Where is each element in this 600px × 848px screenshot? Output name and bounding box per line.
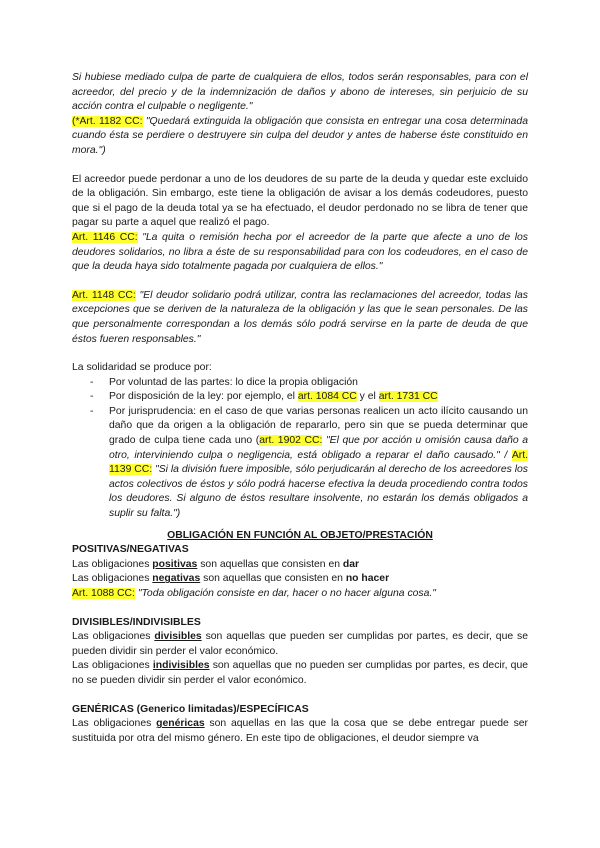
heading-positivas-negativas: POSITIVAS/NEGATIVAS bbox=[72, 544, 189, 556]
paragraph-culpa: Si hubiese mediado culpa de parte de cualquiera de ellos, todos serán responsables, para con el acreedor, del precio y de la indemnización de daños y abono de intereses, sin perjuicio de su acción contra el culpable o negligente." bbox=[72, 72, 528, 113]
term-positivas: positivas bbox=[152, 558, 198, 570]
term-negativas: negativas bbox=[152, 573, 201, 585]
heading-divisibles-indivisibles: DIVISIBLES/INDIVISIBLES bbox=[72, 616, 201, 628]
solidaridad-list bbox=[72, 376, 528, 522]
solidaridad-intro: La solidaridad se produce por: bbox=[72, 362, 212, 374]
article-1182-quote: "Quedará extinguida la obligación que consista en entregar una cosa determinada cuando ésta se perdiere o destruyere sin culpa del deudor y antes de haberse éste constituido en mora.") bbox=[72, 115, 528, 156]
article-1088-citation bbox=[72, 587, 528, 602]
list-item bbox=[72, 405, 528, 522]
article-1182-citation bbox=[72, 115, 528, 159]
document-body bbox=[72, 71, 528, 746]
article-1084-label: art. 1084 CC bbox=[297, 391, 357, 403]
paragraph-perdon: El acreedor puede perdonar a uno de los deudores de su parte de la deuda y quedar este excluido de la obligación. Sin embargo, este tiene la obligación de avisar a los demás codeudores, puesto que si el pago de la deuda total ya se ha efectuado, el deudor perdonado no se libra de tener que pagar su parte a aquel que realizó el pago. bbox=[72, 173, 528, 229]
article-1902-quote: "El que por acción u omisión causa daño a otro, interviniendo culpa o negligencia, está obligado a reparar el daño causado." bbox=[109, 435, 528, 461]
article-1182-label: (*Art. 1182 CC: bbox=[72, 115, 143, 127]
list-item bbox=[72, 376, 528, 391]
article-1148-label: Art. 1148 CC: bbox=[72, 289, 136, 301]
positivas-line: Las obligaciones positivas son aquellas que consisten en dar bbox=[72, 558, 360, 570]
negativas-line: Las obligaciones negativas son aquellas que consisten en no hacer bbox=[72, 573, 390, 585]
article-1146-citation bbox=[72, 231, 528, 275]
article-1088-quote: "Toda obligación consiste en dar, hacer o no hacer alguna cosa." bbox=[134, 588, 436, 599]
article-1139-label: Art. 1139 CC: bbox=[109, 449, 528, 476]
term-indivisibles: indivisibles bbox=[152, 660, 210, 672]
divisibles-paragraph: Las obligaciones divisibles son aquellas que pueden ser cumplidas por partes, es decir, que se pueden dividir sin perder el valor económico. bbox=[72, 631, 528, 657]
value-dar: dar bbox=[342, 558, 360, 570]
article-1902-label: art. 1902 CC: bbox=[259, 435, 323, 447]
section-title: OBLIGACIÓN EN FUNCIÓN AL OBJETO/PRESTACIÓN bbox=[167, 529, 433, 541]
list-item-text: Por disposición de la ley: por ejemplo, el bbox=[109, 391, 298, 403]
indivisibles-paragraph: Las obligaciones indivisibles son aquellas que no pueden ser cumplidas por partes, es decir, que no se pueden dividir sin perder el valor económico. bbox=[72, 660, 529, 686]
list-item-text: Por jurisprudencia: en el caso de que varias personas realicen un acto ilícito causando un daño que da origen a la obligación de repararlo, pero sin que se pueda determinar que grado de culpa tiene cada uno ( bbox=[109, 405, 528, 447]
list-item-text: Por voluntad de las partes: lo dice la propia obligación bbox=[109, 376, 358, 388]
article-1146-label: Art. 1146 CC: bbox=[72, 231, 138, 243]
term-genericas: genéricas bbox=[156, 718, 205, 730]
article-1139-quote: "Si la división fuere imposible, sólo perjudicarán al derecho de los acreedores los actos colectivos de éstos y sólo podrá hacerse efectiva la deuda procediendo contra todos los deudores. Si alguno de éstos resultare insolvente, no estarán los demás obligados a suplir su falta.") bbox=[109, 464, 528, 520]
article-1148-citation bbox=[72, 289, 528, 347]
list-item bbox=[72, 390, 528, 405]
article-1146-quote: "La quita o remisión hecha por el acreedor de la parte que afecte a uno de los deudores solidarios, no libra a éste de su responsabilidad para con los codeudores, en el caso de que la deuda haya sido totalmente pagada por cualquiera de ellos." bbox=[72, 231, 528, 273]
article-1731-label: art. 1731 CC bbox=[378, 391, 438, 403]
genericas-paragraph: Las obligaciones genéricas son aquellas en las que la cosa que se debe entregar puede ser sustituida por otra del mismo género. En este tipo de obligaciones, el deudor siempre va bbox=[72, 718, 529, 744]
article-1148-quote: "El deudor solidario podrá utilizar, contra las reclamaciones del acreedor, todas las excepciones que se deriven de la naturaleza de la obligación y las que le sean personales. De las que personalmente correspondan a los demás sólo podrá servirse en la parte de deuda de que éstos fueren responsables." bbox=[72, 289, 528, 345]
list-item-text: y el bbox=[356, 391, 379, 403]
term-divisibles: divisibles bbox=[154, 631, 202, 643]
article-1088-label: Art. 1088 CC: bbox=[72, 588, 135, 599]
value-no-hacer: no hacer bbox=[345, 573, 390, 585]
separator-text: / bbox=[499, 449, 512, 461]
heading-genericas-especificas: GENÉRICAS (Generico limitadas)/ESPECÍFICAS bbox=[72, 703, 309, 715]
